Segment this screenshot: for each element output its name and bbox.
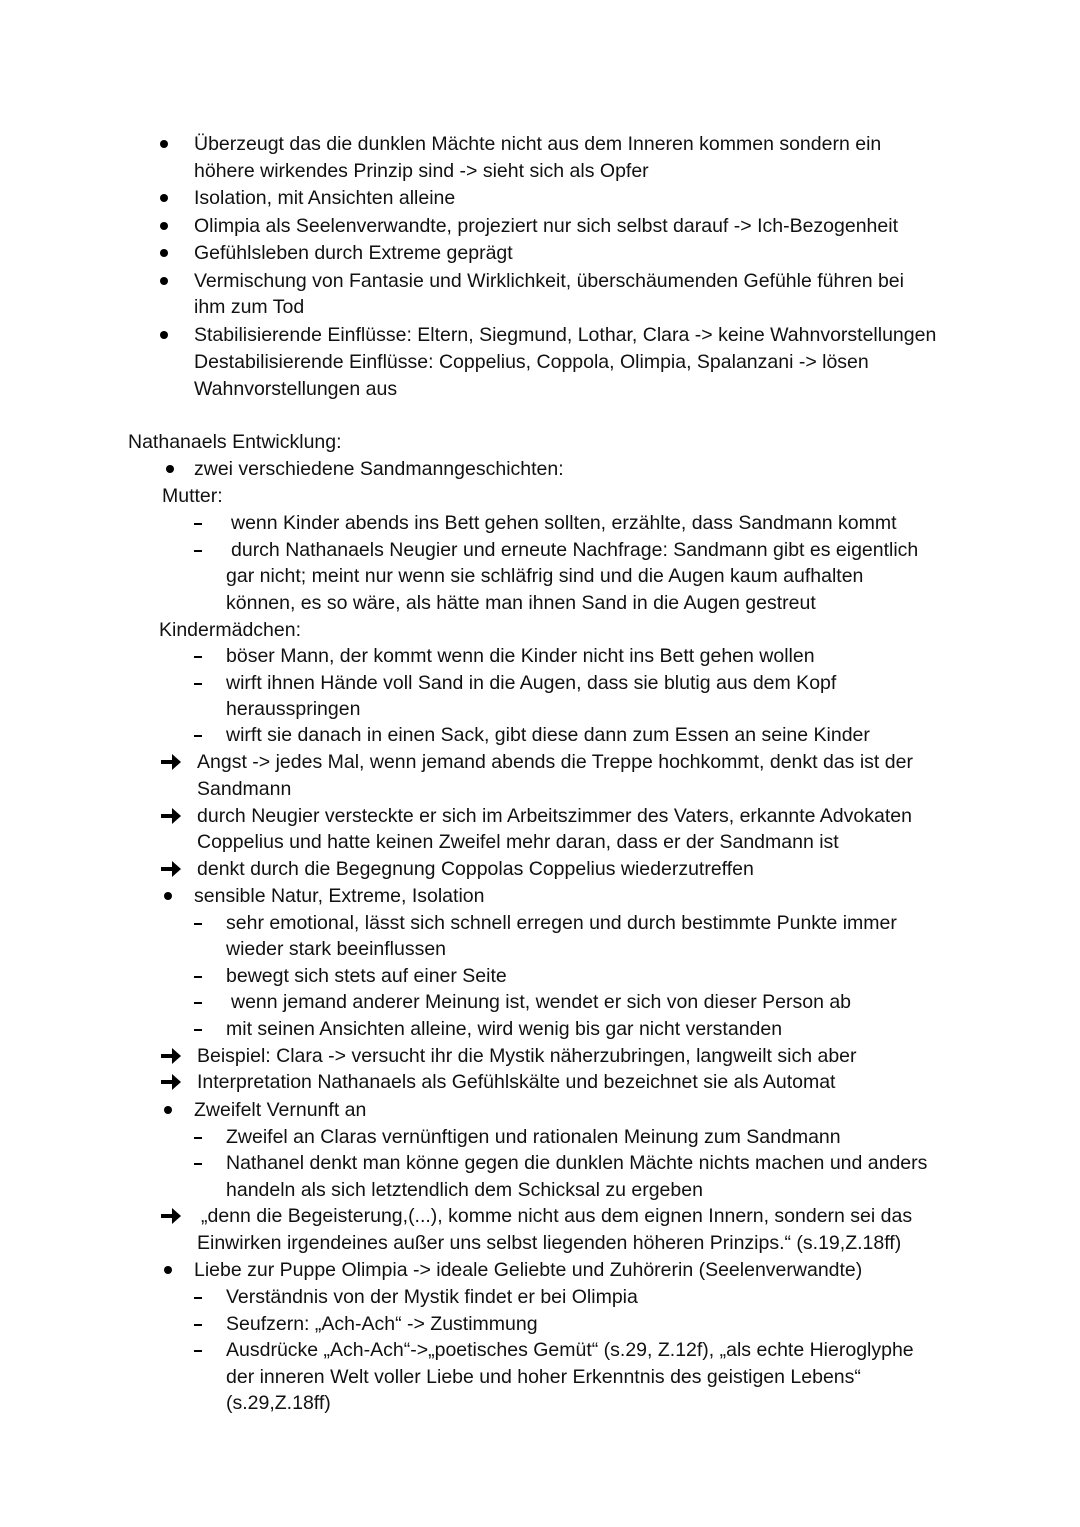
bullet-icon — [164, 1106, 172, 1114]
arrow-right-icon — [160, 1207, 182, 1225]
dash-icon — [194, 656, 202, 658]
dash-icon — [194, 1297, 202, 1299]
bullet-icon — [160, 249, 168, 257]
arrow-right-icon — [160, 860, 182, 878]
dash-icon — [194, 923, 202, 925]
dash-icon — [194, 683, 202, 685]
dash-icon — [194, 976, 202, 978]
dash-icon — [194, 523, 202, 525]
dash-icon — [194, 1029, 202, 1031]
arrow-right-icon — [160, 1073, 182, 1091]
dash-icon — [194, 1163, 202, 1165]
document-page: Überzeugt das die dunklen Mächte nicht aus dem Inneren kommen sondern ein höhere wirkendes Prinzip sind -> sieht sich als Opfer Isolation, mit Ansichten alleine Olimpia als Seelenverwandte, projeziert nur sich selbst darauf -> Ich-Bezogenheit Gefühlsleben durch Extreme geprägt Vermischung von Fantasie und Wirklichkeit, überschäumenden Gefühle führen bei ihm zum Tod Stabilisierende Einflüsse: Eltern, Siegmund, Lothar, Clara -> keine Wahnvorstellungen Destabilisierende Einflüsse: Coppelius, Coppola, Olimpia, Spalanzani -> lösen Wahnvorstellungen aus Nathanaels Entwicklung: zwei verschiedene Sandmanngeschichten: Mutter: wenn Kinder abends ins Bett gehen sollten, erzählte, dass Sandmann kommt durch Nathanaels Neugier und erneute Nachfrage: Sandmann gibt es eigentlich gar nicht; meint nur wenn sie schläfrig sind und die Augen kaum aufhalten können, es so wäre, als hätte man ihnen Sand in die Augen gestreut Kindermädchen: böser Mann, der kommt wenn die Kinder nicht ins Bett gehen wollen wirft ihnen Hände voll Sand in die Augen, dass sie blutig aus dem Kopf herausspringen wirft sie danach in einen Sack, gibt diese dann zum Essen an seine Kinder Angst -> jedes Mal, wenn jemand abends die Treppe hochkommt, denkt das ist der Sandmann durch Neugier versteckte er sich im Arbeitszimmer des Vaters, erkannte Advokaten Coppelius und hatte keinen Zweifel mehr daran, dass er der Sandmann ist denkt durch die Begegnung Coppolas Coppelius wiederzutreffen sensible Natur, Extreme, Isolation sehr emotional, lässt sich schnell erregen und durch bestimmte Punkte immer wieder stark beeinflussen bewegt sich stets auf einer Seite wenn jemand anderer Meinung ist, wendet er sich von dieser Person ab mit seinen Ansichten alleine, wird wenig bis gar nicht verstanden Beispiel: Clara -> versucht ihr die Mystik näherzubringen, langweilt sich aber Interpretation Nathanaels als Gefühlskälte und bezeichnet sie als Automat Zweifelt Vernunft an Zweifel an Claras vernünftigen und rationalen Meinung zum Sandmann Nathanel denkt man könne gegen die dunklen Mächte nichts machen und anders handeln als sich letztendlich dem Schicksal zu ergeben „denn die Begeisterung,(...), komme nicht aus dem eignen Innern, sondern sei das Einwirken irgendeines außer uns selbst liegenden höheren Prinzips.“ (s.19,Z.18ff) Liebe zur Puppe Olimpia -> ideale Geliebte und Zuhörerin (Seelenverwandte) Verständnis von der Mystik findet er bei Olimpia Seufzern: „Ach-Ach“ -> Zustimmung Ausdrücke „Ach-Ach“->„poetisches Gemüt“ (s.29, Z.12f), „als echte Hieroglyphe der inneren Welt voller Liebe und hoher Erkenntnis des geistigen Lebens“ (s.29,Z.18ff) — [128, 133, 937, 1414]
dash-icon — [194, 735, 202, 737]
dash-icon — [194, 1350, 202, 1352]
bullet-icon — [164, 1266, 172, 1274]
bullet-icon — [160, 222, 168, 230]
bullet-icon — [160, 140, 168, 148]
arrow-right-icon — [160, 1047, 182, 1065]
arrow-right-icon — [160, 753, 182, 771]
dash-icon — [194, 1324, 202, 1326]
arrow-right-icon — [160, 807, 182, 825]
bullet-icon — [164, 892, 172, 900]
dash-icon — [194, 550, 202, 552]
dash-icon — [194, 1002, 202, 1004]
bullet-icon — [160, 194, 168, 202]
dash-icon — [194, 1137, 202, 1139]
bullet-icon — [160, 277, 168, 285]
bullet-icon — [166, 465, 174, 473]
bullet-icon — [160, 331, 168, 339]
